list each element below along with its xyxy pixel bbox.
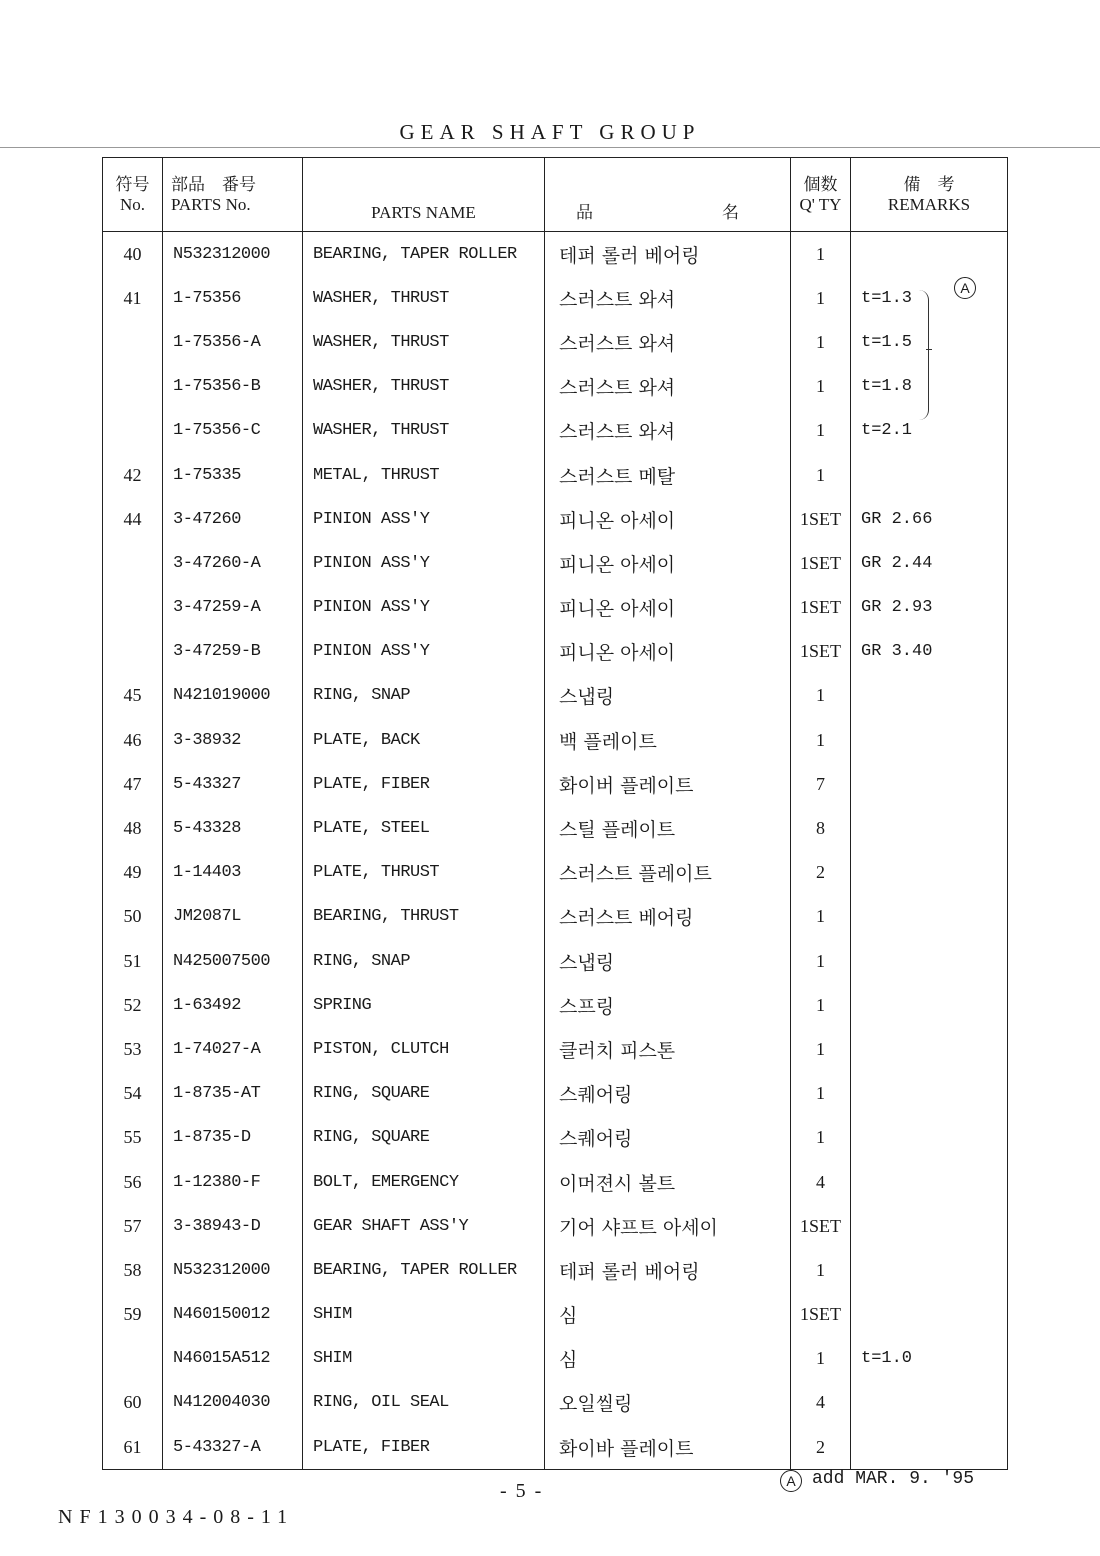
table-row [103, 939, 1008, 983]
table-row [103, 1337, 1008, 1381]
cell-no: 55 [103, 1116, 163, 1160]
cell-remarks [851, 1248, 1008, 1292]
cell-no: 60 [103, 1381, 163, 1425]
cell-kr: 오일씰링 [545, 1381, 791, 1425]
cell-name: SHIM [303, 1337, 545, 1381]
cell-kr: 스러스트 베어링 [545, 895, 791, 939]
cell-qty: 1 [791, 718, 851, 762]
cell-no [103, 541, 163, 585]
cell-qty: 1SET [791, 497, 851, 541]
header-no-en: No. [119, 194, 146, 214]
cell-kr: 스퀘어링 [545, 1072, 791, 1116]
table-row [103, 806, 1008, 850]
cell-kr: 스러스트 와셔 [545, 320, 791, 364]
cell-no: 51 [103, 939, 163, 983]
cell-part-no: 1-14403 [163, 851, 303, 895]
cell-no: 40 [103, 232, 163, 277]
table-row [103, 1248, 1008, 1292]
cell-name: PLATE, THRUST [303, 851, 545, 895]
cell-kr: 기어 샤프트 아세이 [545, 1204, 791, 1248]
cell-remarks: GR 2.66 [851, 497, 1008, 541]
cell-remarks: t=1.0 [851, 1337, 1008, 1381]
bracket-tip [926, 349, 932, 360]
cell-no: 58 [103, 1248, 163, 1292]
cell-remarks [851, 762, 1008, 806]
cell-name: GEAR SHAFT ASS'Y [303, 1204, 545, 1248]
cell-qty: 1 [791, 1027, 851, 1071]
cell-name: PINION ASS'Y [303, 497, 545, 541]
table-row [103, 1204, 1008, 1248]
top-rule [0, 147, 1100, 148]
header-name-cjk [545, 158, 791, 232]
cell-kr: 테퍼 롤러 베어링 [545, 1248, 791, 1292]
cell-no [103, 1337, 163, 1381]
cell-remarks [851, 806, 1008, 850]
cell-no: 56 [103, 1160, 163, 1204]
cell-name: PLATE, BACK [303, 718, 545, 762]
table-header [103, 158, 1008, 232]
cell-qty: 1 [791, 320, 851, 364]
cell-name: RING, OIL SEAL [303, 1381, 545, 1425]
cell-qty: 7 [791, 762, 851, 806]
cell-name: RING, SNAP [303, 674, 545, 718]
cell-name: PINION ASS'Y [303, 541, 545, 585]
cell-qty: 1 [791, 1116, 851, 1160]
table-row [103, 630, 1008, 674]
cell-kr: 피니온 아세이 [545, 630, 791, 674]
cell-remarks: t=1.5 [851, 320, 1008, 364]
cell-remarks [851, 1425, 1008, 1470]
cell-qty: 1SET [791, 1293, 851, 1337]
cell-name: BOLT, EMERGENCY [303, 1160, 545, 1204]
cell-name: SPRING [303, 983, 545, 1027]
cell-part-no: N412004030 [163, 1381, 303, 1425]
cell-no [103, 586, 163, 630]
cell-qty: 1 [791, 276, 851, 320]
cell-kr: 스러스트 와셔 [545, 365, 791, 409]
cell-remarks: GR 3.40 [851, 630, 1008, 674]
cell-remarks [851, 851, 1008, 895]
cell-no [103, 630, 163, 674]
cell-part-no: N46015A512 [163, 1337, 303, 1381]
table-row [103, 1072, 1008, 1116]
table-row [103, 1293, 1008, 1337]
cell-remarks [851, 1204, 1008, 1248]
cell-qty: 1SET [791, 1204, 851, 1248]
document-number: NF130034-08-11 [58, 1506, 295, 1528]
cell-name: PLATE, FIBER [303, 1425, 545, 1470]
cell-qty: 1 [791, 895, 851, 939]
cell-remarks [851, 983, 1008, 1027]
cell-remarks [851, 453, 1008, 497]
header-remarks-cjk: 備 考 [903, 174, 955, 194]
table-row [103, 276, 1008, 320]
cell-kr: 테퍼 롤러 베어링 [545, 232, 791, 277]
table-row [103, 718, 1008, 762]
cell-kr: 피니온 아세이 [545, 541, 791, 585]
cell-no: 54 [103, 1072, 163, 1116]
cell-part-no: 3-47259-B [163, 630, 303, 674]
cell-no: 46 [103, 718, 163, 762]
cell-part-no: 1-63492 [163, 983, 303, 1027]
cell-qty: 1 [791, 365, 851, 409]
cell-remarks: GR 2.44 [851, 541, 1008, 585]
cell-kr: 스러스트 와셔 [545, 409, 791, 453]
cell-part-no: 5-43327-A [163, 1425, 303, 1470]
cell-part-no: N532312000 [163, 232, 303, 277]
cell-part-no: 1-75356-B [163, 365, 303, 409]
cell-qty: 1 [791, 453, 851, 497]
cell-kr: 화이버 플레이트 [545, 762, 791, 806]
cell-qty: 8 [791, 806, 851, 850]
cell-qty: 1 [791, 1248, 851, 1292]
cell-qty: 1SET [791, 630, 851, 674]
cell-name: RING, SQUARE [303, 1116, 545, 1160]
header-partno-en: PARTS No. [171, 194, 251, 214]
cell-no: 41 [103, 276, 163, 320]
cell-part-no: JM2087L [163, 895, 303, 939]
cell-part-no: 3-47260-A [163, 541, 303, 585]
table-row [103, 497, 1008, 541]
cell-name: PLATE, FIBER [303, 762, 545, 806]
cell-kr: 스러스트 와셔 [545, 276, 791, 320]
cell-no: 61 [103, 1425, 163, 1470]
header-partno-cjk: 部品 番号 [171, 174, 256, 194]
cell-qty: 1 [791, 1072, 851, 1116]
cell-qty: 4 [791, 1160, 851, 1204]
cell-name: PLATE, STEEL [303, 806, 545, 850]
header-part-no [163, 158, 303, 232]
cell-part-no: 1-8735-D [163, 1116, 303, 1160]
table-row [103, 762, 1008, 806]
table-row [103, 895, 1008, 939]
cell-no: 52 [103, 983, 163, 1027]
cell-no [103, 365, 163, 409]
header-qty-en: Q' TY [799, 194, 842, 214]
table-row [103, 1381, 1008, 1425]
table-row [103, 851, 1008, 895]
header-parts-name [303, 158, 545, 232]
cell-qty: 1SET [791, 541, 851, 585]
table-row [103, 586, 1008, 630]
cell-qty: 1 [791, 939, 851, 983]
cell-remarks [851, 1293, 1008, 1337]
cell-kr: 화이바 플레이트 [545, 1425, 791, 1470]
cell-name: METAL, THRUST [303, 453, 545, 497]
cell-remarks [851, 674, 1008, 718]
cell-part-no: 3-38943-D [163, 1204, 303, 1248]
cell-no: 47 [103, 762, 163, 806]
cell-kr: 클러치 피스톤 [545, 1027, 791, 1071]
cell-kr: 스러스트 메탈 [545, 453, 791, 497]
cell-kr: 스냅링 [545, 674, 791, 718]
cell-no: 57 [103, 1204, 163, 1248]
cell-no: 45 [103, 674, 163, 718]
cell-remarks [851, 1072, 1008, 1116]
cell-part-no: 1-75356-C [163, 409, 303, 453]
cell-kr: 스프링 [545, 983, 791, 1027]
page-number: - 5 - [500, 1480, 544, 1502]
cell-name: BEARING, THRUST [303, 895, 545, 939]
cell-remarks [851, 1116, 1008, 1160]
cell-kr: 피니온 아세이 [545, 497, 791, 541]
cell-part-no: 3-38932 [163, 718, 303, 762]
cell-kr: 스냅링 [545, 939, 791, 983]
header-qty-cjk: 個数 [803, 174, 838, 194]
header-remarks [851, 158, 1008, 232]
cell-remarks [851, 232, 1008, 277]
cell-qty: 4 [791, 1381, 851, 1425]
cell-qty: 2 [791, 851, 851, 895]
cell-kr: 스틸 플레이트 [545, 806, 791, 850]
cell-name: BEARING, TAPER ROLLER [303, 1248, 545, 1292]
cell-part-no: N425007500 [163, 939, 303, 983]
cell-remarks [851, 1027, 1008, 1071]
table-row [103, 453, 1008, 497]
table-row [103, 1116, 1008, 1160]
cell-remarks [851, 939, 1008, 983]
cell-remarks: t=2.1 [851, 409, 1008, 453]
cell-part-no: 1-74027-A [163, 1027, 303, 1071]
table-row [103, 541, 1008, 585]
table-row [103, 1027, 1008, 1071]
cell-part-no: 1-12380-F [163, 1160, 303, 1204]
cell-no: 44 [103, 497, 163, 541]
table-row [103, 409, 1008, 453]
cell-part-no: 5-43327 [163, 762, 303, 806]
table-row [103, 983, 1008, 1027]
header-name-en: PARTS NAME [371, 203, 476, 222]
cell-no [103, 409, 163, 453]
cell-kr: 스퀘어링 [545, 1116, 791, 1160]
cell-no [103, 320, 163, 364]
cell-kr: 심 [545, 1337, 791, 1381]
cell-part-no: 1-75356 [163, 276, 303, 320]
cell-part-no: 3-47260 [163, 497, 303, 541]
header-qty [791, 158, 851, 232]
cell-kr: 백 플레이트 [545, 718, 791, 762]
cell-remarks [851, 1381, 1008, 1425]
cell-remarks [851, 1160, 1008, 1204]
cell-name: PISTON, CLUTCH [303, 1027, 545, 1071]
cell-remarks: t=1.3 [851, 276, 1008, 320]
cell-name: SHIM [303, 1293, 545, 1337]
cell-name: PINION ASS'Y [303, 586, 545, 630]
cell-qty: 1 [791, 409, 851, 453]
cell-qty: 1 [791, 232, 851, 277]
table-row [103, 1425, 1008, 1470]
cell-name: PINION ASS'Y [303, 630, 545, 674]
revision-note: add MAR. 9. '95 [812, 1469, 975, 1489]
header-remarks-en: REMARKS [887, 194, 971, 214]
cell-name: WASHER, THRUST [303, 276, 545, 320]
cell-no: 50 [103, 895, 163, 939]
cell-part-no: 1-75356-A [163, 320, 303, 364]
cell-no: 42 [103, 453, 163, 497]
table-row [103, 1160, 1008, 1204]
cell-no: 49 [103, 851, 163, 895]
cell-part-no: N532312000 [163, 1248, 303, 1292]
cell-name: WASHER, THRUST [303, 409, 545, 453]
cell-kr: 심 [545, 1293, 791, 1337]
cell-kr: 피니온 아세이 [545, 586, 791, 630]
parts-table [102, 157, 1008, 1470]
cell-remarks [851, 718, 1008, 762]
cell-name: RING, SNAP [303, 939, 545, 983]
cell-remarks: t=1.8 [851, 365, 1008, 409]
cell-qty: 1 [791, 674, 851, 718]
table-body [103, 232, 1008, 1470]
table-row [103, 674, 1008, 718]
cell-qty: 1SET [791, 586, 851, 630]
header-name-cjk-2: 名 [722, 203, 739, 222]
cell-name: WASHER, THRUST [303, 365, 545, 409]
cell-name: BEARING, TAPER ROLLER [303, 232, 545, 277]
cell-kr: 이머젼시 볼트 [545, 1160, 791, 1204]
table-row [103, 320, 1008, 364]
cell-part-no: 3-47259-A [163, 586, 303, 630]
revision-mark-footer: A [780, 1470, 802, 1492]
cell-part-no: 5-43328 [163, 806, 303, 850]
cell-no: 48 [103, 806, 163, 850]
table-row [103, 365, 1008, 409]
cell-name: WASHER, THRUST [303, 320, 545, 364]
header-no [103, 158, 163, 232]
cell-part-no: N421019000 [163, 674, 303, 718]
page-title: GEAR SHAFT GROUP [399, 120, 701, 144]
cell-name: RING, SQUARE [303, 1072, 545, 1116]
cell-qty: 1 [791, 1337, 851, 1381]
header-no-cjk: 符号 [115, 174, 150, 194]
cell-no: 53 [103, 1027, 163, 1071]
revision-mark-circle: A [954, 277, 976, 299]
cell-part-no: N460150012 [163, 1293, 303, 1337]
cell-part-no: 1-75335 [163, 453, 303, 497]
cell-part-no: 1-8735-AT [163, 1072, 303, 1116]
cell-remarks [851, 895, 1008, 939]
cell-qty: 2 [791, 1425, 851, 1470]
cell-kr: 스러스트 플레이트 [545, 851, 791, 895]
table-row [103, 232, 1008, 277]
header-name-cjk-1: 品 [576, 203, 593, 222]
cell-remarks: GR 2.93 [851, 586, 1008, 630]
cell-no: 59 [103, 1293, 163, 1337]
cell-qty: 1 [791, 983, 851, 1027]
